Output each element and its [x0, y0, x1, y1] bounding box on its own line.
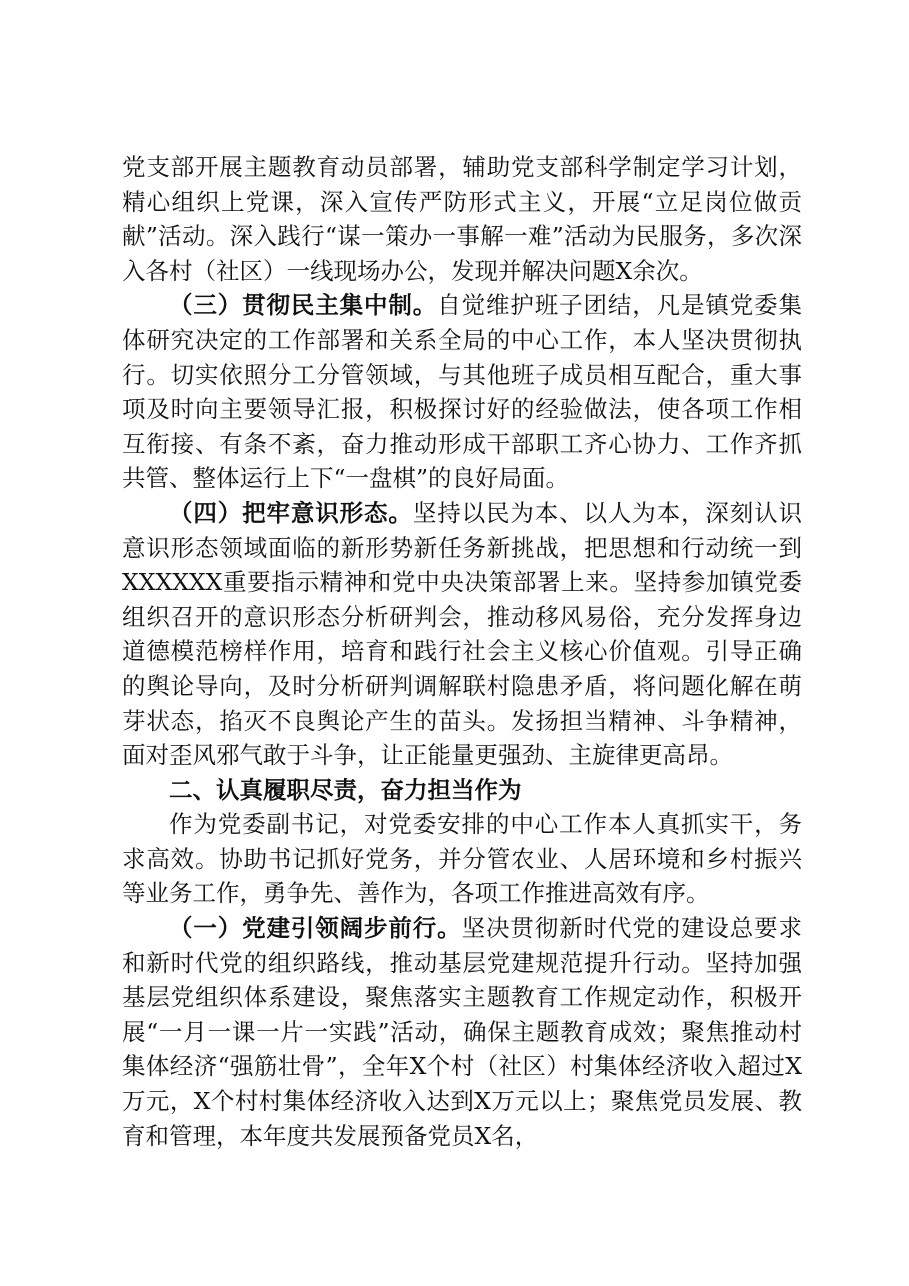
body-paragraph-continued	[122, 150, 802, 288]
paragraph-text: 坚决贯彻新时代党的建设总要求和新时代党的组织路线，推动基层党建规范提升行动。坚持加强基层党组织体系建设，聚焦落实主题教育工作规定动作，积极开展“一月一课一片一实践”活动，确保主题教育成效；聚焦推动村集体经济“强筋壮骨”，全年X个村（社区）村集体经济收入超过X万元，X个村村集体经济收入达到X万元以上；聚焦党员发展、教育和管理，本年度共发展预备党员X名，	[122, 914, 803, 1150]
paragraph-text: 坚持以民为本、以人为本，深刻认识意识形态领域面临的新形势新任务新挑战，把思想和行动统一到XXXXXX重要指示精神和党中央决策部署上来。坚持参加镇党委组织召开的意识形态分析研判会，推动移风易俗，充分发挥身边道德模范榜样作用，培育和践行社会主义核心价值观。引导正确的舆论导向，及时分析研判调解联村隐患矛盾，将问题化解在萌芽状态，掐灭不良舆论产生的苗头。发扬担当精神、斗争精神，面对歪风邪气敢于斗争，让正能量更强劲、主旋律更高昂。	[122, 498, 803, 770]
paragraph-text: 党支部开展主题教育动员部署，辅助党支部科学制定学习计划，精心组织上党课，深入宣传严防形式主义，开展“立足岗位做贡献”活动。深入践行“谋一策办一事解一难”活动为民服务，多次深入各村（社区）一线现场办公，发现并解决问题X余次。	[122, 153, 802, 285]
document-body	[122, 150, 802, 1153]
paragraph-lead-heading: （一）党建引领阔步前行。	[169, 914, 462, 943]
body-paragraph-duties	[122, 807, 802, 911]
body-paragraph-democratic-centralism	[122, 288, 802, 496]
paragraph-text: 作为党委副书记，对党委安排的中心工作本人真抓实干，务求高效。协助书记抓好党务，并分管农业、人居环境和乡村振兴等业务工作，勇争先、善作为，各项工作推进高效有序。	[122, 810, 802, 908]
paragraph-lead-heading: （四）把牢意识形态。	[169, 498, 413, 527]
body-paragraph-ideology	[122, 496, 802, 773]
body-paragraph-party-building	[122, 911, 802, 1153]
paragraph-text: 自觉维护班子团结，凡是镇党委集体研究决定的工作部署和关系全局的中心工作，本人坚决贯彻执行。切实依照分工分管领域，与其他班子成员相互配合，重大事项及时向主要领导汇报，积极探讨好的经验做法，使各项工作相互衔接、有条不紊，奋力推动形成干部职工齐心协力、工作齐抓共管、整体运行上下“一盘棋”的良好局面。	[122, 291, 803, 493]
paragraph-lead-heading: （三）贯彻民主集中制。	[169, 291, 438, 320]
section-heading: 二、认真履职尽责，奋力担当作为	[169, 775, 522, 804]
